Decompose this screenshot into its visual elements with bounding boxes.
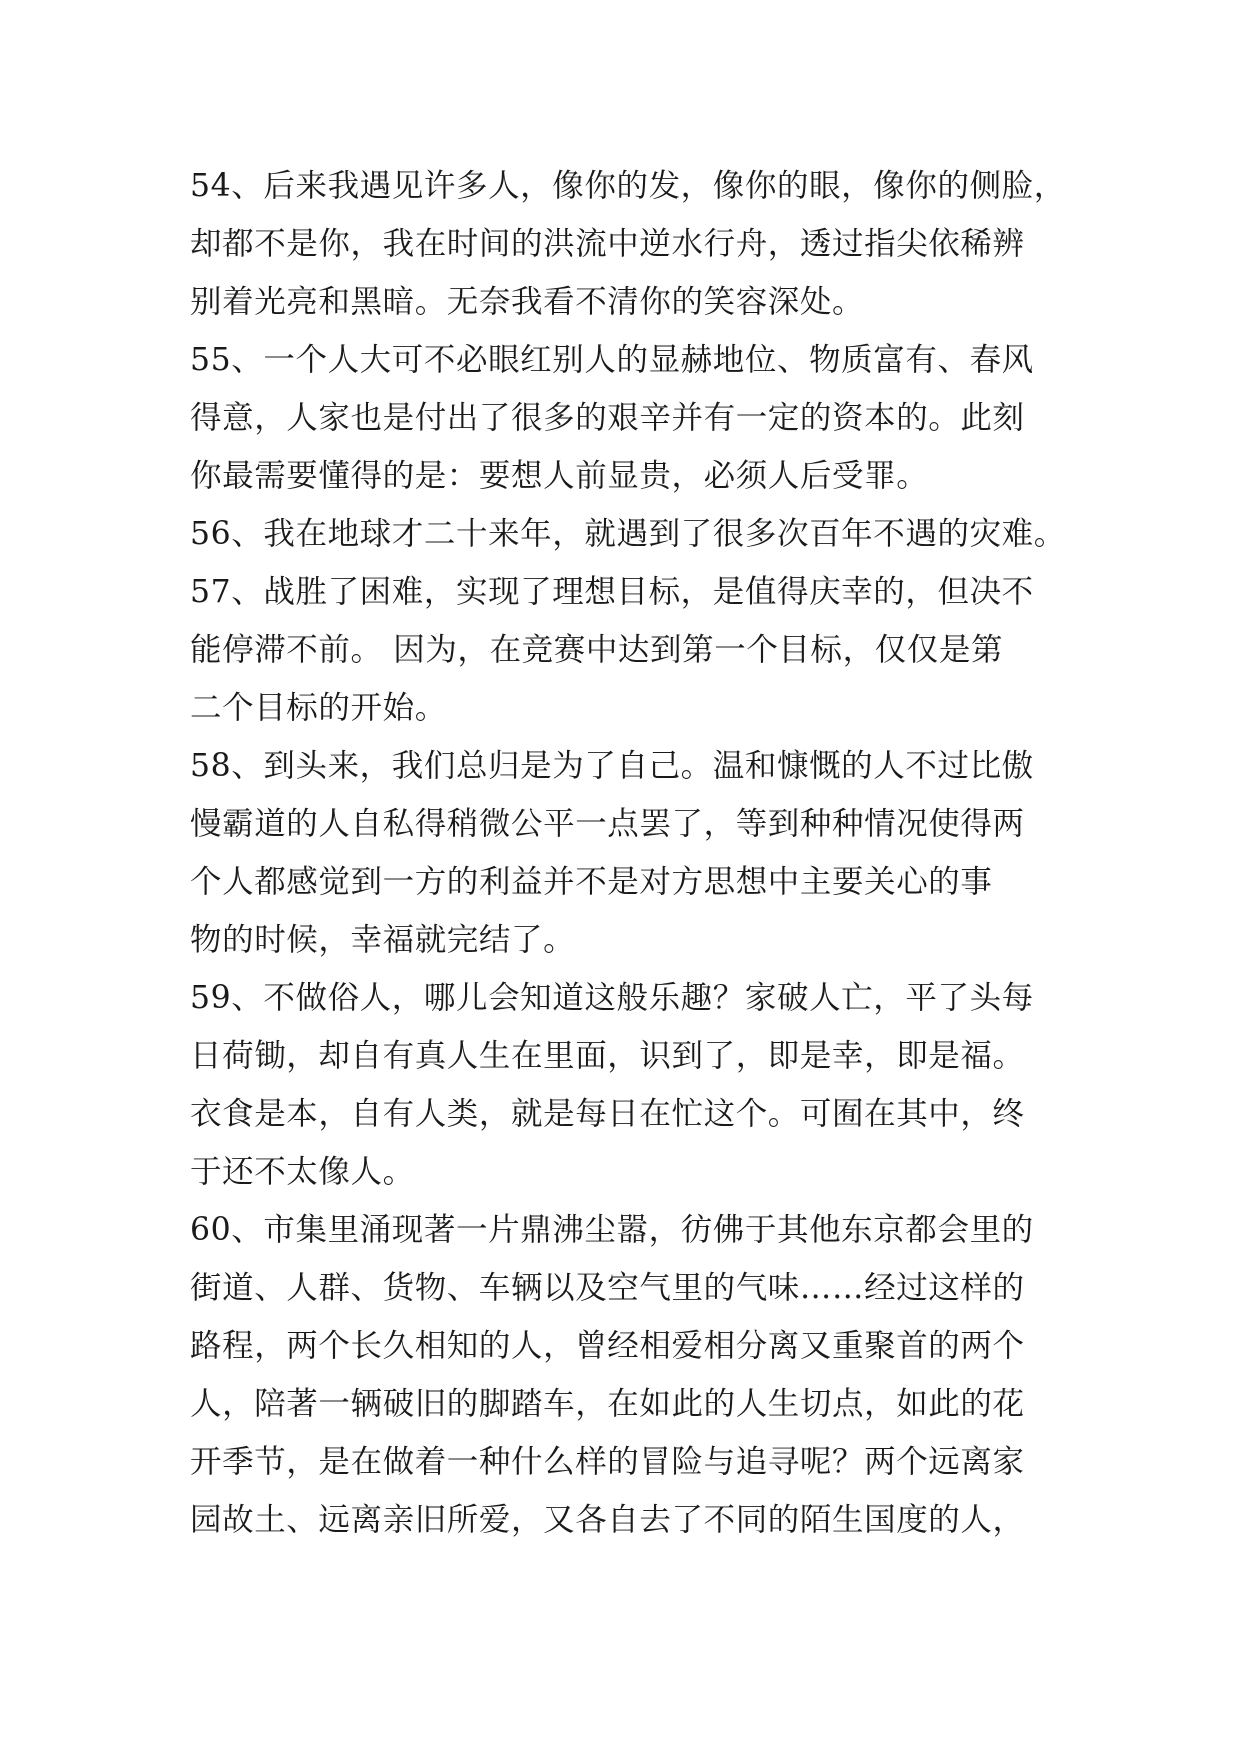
text-line: 60、市集里涌现著一片鼎沸尘嚣，彷佛于其他东京都会里的 — [190, 1212, 1034, 1248]
text-line: 55、一个人大可不必眼红别人的显赫地位、物质富有、春风 — [190, 342, 1034, 378]
text-line: 衣食是本，自有人类，就是每日在忙这个。可囿在其中，终 — [190, 1096, 1025, 1132]
text-line: 别着光亮和黑暗。无奈我看不清你的笑容深处。 — [190, 284, 865, 320]
text-line: 路程，两个长久相知的人，曾经相爱相分离又重聚首的两个 — [190, 1328, 1025, 1364]
text-line: 慢霸道的人自私得稍微公平一点罢了，等到种种情况使得两 — [190, 806, 1025, 842]
text-line: 得意，人家也是付出了很多的艰辛并有一定的资本的。此刻 — [190, 400, 1025, 436]
text-line: 59、不做俗人，哪儿会知道这般乐趣？家破人亡，平了头每 — [190, 980, 1034, 1016]
text-line: 二个目标的开始。 — [190, 690, 447, 726]
text-line: 开季节，是在做着一种什么样的冒险与追寻呢？两个远离家 — [190, 1444, 1025, 1480]
text-line: 56、我在地球才二十来年，就遇到了很多次百年不遇的灾难。 — [190, 516, 1066, 552]
text-line: 能停滞不前。 因为，在竞赛中达到第一个目标，仅仅是第 — [190, 632, 1004, 668]
text-line: 街道、人群、货物、车辆以及空气里的气味……经过这样的 — [190, 1270, 1025, 1306]
text-line: 却都不是你，我在时间的洪流中逆水行舟，透过指尖依稀辨 — [190, 226, 1025, 262]
text-line: 个人都感觉到一方的利益并不是对方思想中主要关心的事 — [190, 864, 993, 900]
text-line: 58、到头来，我们总归是为了自己。温和慷慨的人不过比傲 — [190, 748, 1034, 784]
text-line: 57、战胜了困难，实现了理想目标，是值得庆幸的，但决不 — [190, 574, 1034, 610]
text-line: 日荷锄，却自有真人生在里面，识到了，即是幸，即是福。 — [190, 1038, 1025, 1074]
text-line: 园故土、远离亲旧所爱，又各自去了不同的陌生国度的人， — [190, 1502, 1025, 1538]
text-line: 人，陪著一辆破旧的脚踏车，在如此的人生切点，如此的花 — [190, 1386, 1025, 1422]
text-line: 54、后来我遇见许多人，像你的发，像你的眼，像你的侧脸， — [190, 168, 1066, 204]
text-line: 你最需要懂得的是：要想人前显贵，必须人后受罪。 — [190, 458, 929, 494]
text-line: 于还不太像人。 — [190, 1154, 415, 1190]
text-line: 物的时候，幸福就完结了。 — [190, 922, 576, 958]
